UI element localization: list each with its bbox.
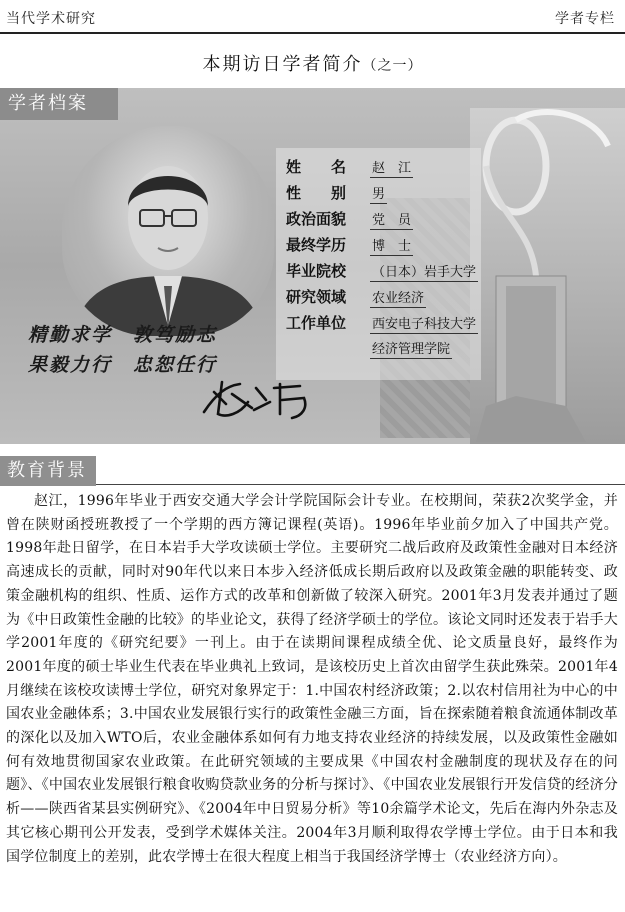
header-rule <box>0 32 625 34</box>
field-political-status: 政治面貌 党 员 <box>286 210 412 228</box>
motto-line-1: 精勤求学 敦笃励志 <box>28 324 218 346</box>
field-education: 最终学历 博 士 <box>286 236 412 254</box>
field-name: 姓 名 赵 江 <box>286 158 412 176</box>
signature-image <box>196 374 326 424</box>
sculpture-image <box>476 106 625 442</box>
motto-line-2: 果毅力行 忠恕任行 <box>28 354 218 376</box>
page-title-main: 本期访日学者简介 <box>202 54 363 75</box>
page-title <box>0 50 625 76</box>
panel-tab: 学者档案 <box>0 88 118 120</box>
column-name: 学者专栏 <box>555 11 615 27</box>
field-research-area: 研究领域 农业经济 <box>286 288 425 306</box>
field-work-unit: 工作单位 西安电子科技大学 <box>286 314 477 332</box>
education-heading: 教育背景 <box>0 456 96 486</box>
journal-name: 当代学术研究 <box>6 11 96 27</box>
portrait-photo <box>62 126 274 336</box>
field-graduate-school: 毕业院校 （日本）岩手大学 <box>286 262 477 280</box>
field-gender: 性 别 男 <box>286 184 386 202</box>
profile-info-box <box>276 148 481 380</box>
profile-panel <box>0 88 625 444</box>
education-body-text: 赵江，1996年毕业于西安交通大学会计学院国际会计专业。在校期间，荣获2次奖学金，并曾在陕财函授班教授了一个学期的西方簿记课程(英语)。1996年毕业前夕加入了中国共产党。1998年赴日留学，在日本岩手大学攻读硕士学位。主要研究二战后政府及政策性金融对日本经济高速成长的贡献，同时对90年代以来日本步入经济低成长期后政府以及政策金融的职能转变、政策金融机构的组织、性质、运作方式的改革和创新做了较深入研究。2001年3月发表并通过了题为《中日政策性金融的比较》的毕业论文，获得了经济学硕士的学位。该论文同时还发表于岩手大学2001年度的《研究纪要》一刊上。由于在读期间课程成绩全优、论文质量良好，最终作为2001年度的硕士毕业生代表在毕业典礼上致词，是该校历史上首次由留学生获此殊荣。2001年4月继续在该校攻读博士学位，研究对象界定于：1.中国农村经济政策；2.以农村信用社为中心的中国农业金融体系；3.中国农业发展银行实行的政策性金融三方面，旨在探索随着粮食流通体制改革的深化以及加入WTO后，农业金融体系如何有力地支持农业经济的持续发展，以及政策性金融如何有效地贯彻国家农业政策。在此研究领域的主要成果《中国农村金融制度的现状及存在的问题》、《中国农业发展银行粮食收购贷款业务的分析与探讨》、《中国农业发展银行开发信贷的经济分析——陕西省某县实例研究》、《2004年中日贸易分析》等10余篇学术论文，先后在海内外杂志及其它核心期刊公开发表，受到学术媒体关注。2004年3月顺利取得农学博士学位。由于日本和我国学位制度上的差别，此农学博士在很大程度上相当于我国经济学博士（农业经济方向）。 <box>6 493 618 865</box>
page-title-sub: （之一） <box>362 58 423 74</box>
section-rule <box>96 484 625 485</box>
field-work-unit-line2: 经济管理学院 <box>370 338 452 360</box>
